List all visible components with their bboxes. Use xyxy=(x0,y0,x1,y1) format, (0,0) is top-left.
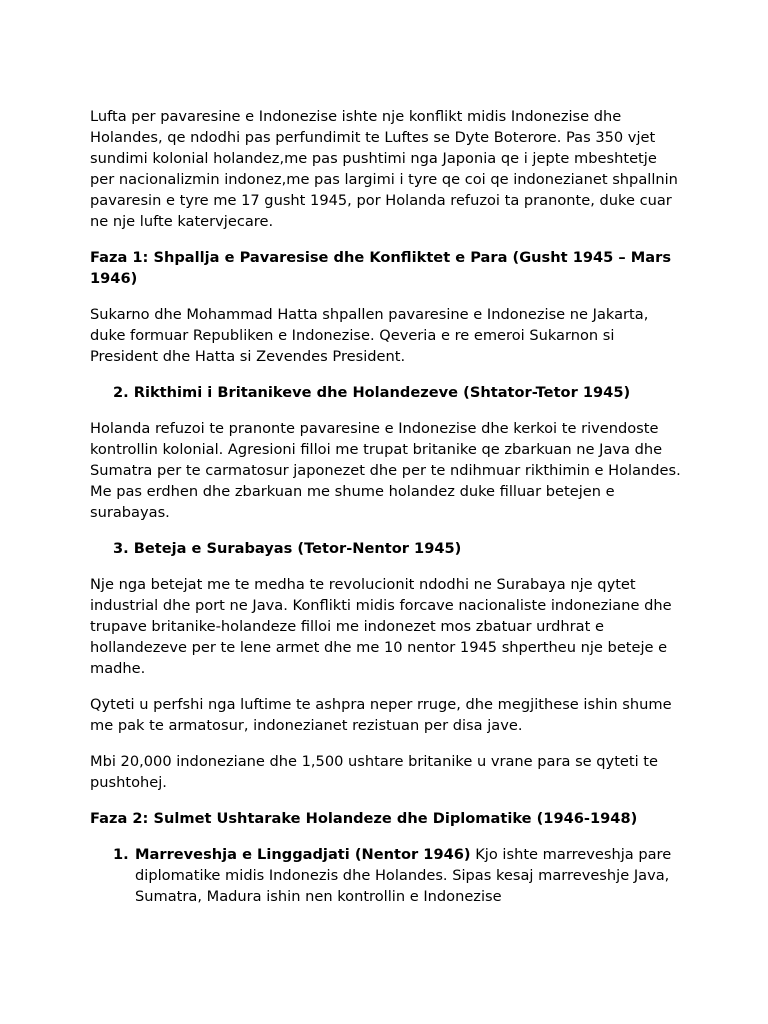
phase1-heading: Faza 1: Shpallja e Pavaresise dhe Konfliktet e Para (Gusht 1945 – Mars 1946) xyxy=(90,249,672,287)
section3-paragraph-1: Nje nga betejat me te medha te revolucionit ndodhi ne Surabaya nje qytet industrial dhe port ne Java. Konflikti midis forcave nacionaliste indoneziane dhe trupave britanike-holandeze filloi me indonezet mos zbatuar urdhrat e hollandezeve per te lene armet dhe me 10 nentor 1945 shpertheu nje beteje e madhe. xyxy=(90,576,672,677)
document-content xyxy=(90,106,682,907)
phase1-paragraph: Sukarno dhe Mohammad Hatta shpallen pavaresine e Indonezise ne Jakarta, duke formuar Republiken e Indonezise. Qeveria e re emeroi Sukarnon si President dhe Hatta si Zevendes President. xyxy=(90,306,649,365)
section2-heading xyxy=(90,382,682,403)
list-item-title: Marreveshja e Linggadjati (Nentor 1946) xyxy=(135,846,471,863)
section3-paragraph-2: Qyteti u perfshi nga luftime te ashpra neper rruge, dhe megjithese ishin shume me pak te armatosur, indonezianet rezistuan per disa jave. xyxy=(90,696,672,734)
phase2-heading: Faza 2: Sulmet Ushtarake Holandeze dhe Diplomatike (1946-1948) xyxy=(90,810,638,827)
section3-paragraph-3: Mbi 20,000 indoneziane dhe 1,500 ushtare britanike u vrane para se qyteti te pushtohej. xyxy=(90,753,659,791)
section3-number: 3. xyxy=(113,540,129,557)
list-item xyxy=(90,844,682,907)
list-item-number: 1. xyxy=(113,846,129,863)
section3-heading-text: Beteja e Surabayas (Tetor-Nentor 1945) xyxy=(133,540,462,557)
intro-paragraph: Lufta per pavaresine e Indonezise ishte nje konflikt midis Indonezise dhe Holandes, qe ndodhi pas perfundimit te Luftes se Dyte Boterore. Pas 350 vjet sundimi kolonial holandez,me pas pushtimi nga Japonia qe i jepte mbeshtetje per nacionalizmin indonez,me pas largimi i tyre qe coi qe indonezianet shpallnin pavaresin e tyre me 17 gusht 1945, por Holanda refuzoi ta pranonte, duke cuar ne nje lufte katervjecare. xyxy=(90,108,678,230)
section2-heading-text: Rikthimi i Britanikeve dhe Holandezeve (Shtator-Tetor 1945) xyxy=(133,384,631,401)
section3-heading xyxy=(90,538,682,559)
list-item-text: Kjo ishte marreveshja pare diplomatike midis Indonezis dhe Holandes. Sipas kesaj marreveshje Java, Sumatra, Madura ishin nen kontrollin e Indonezise xyxy=(135,846,672,905)
section2-number: 2. xyxy=(113,384,129,401)
section2-paragraph: Holanda refuzoi te pranonte pavaresine e Indonezise dhe kerkoi te rivendoste kontrollin kolonial. Agresioni filloi me trupat britanike qe zbarkuan ne Java dhe Sumatra per te carmatosur japonezet dhe per te ndihmuar rikthimin e Holandes. Me pas erdhen dhe zbarkuan me shume holandez duke filluar betejen e surabayas. xyxy=(90,420,681,521)
